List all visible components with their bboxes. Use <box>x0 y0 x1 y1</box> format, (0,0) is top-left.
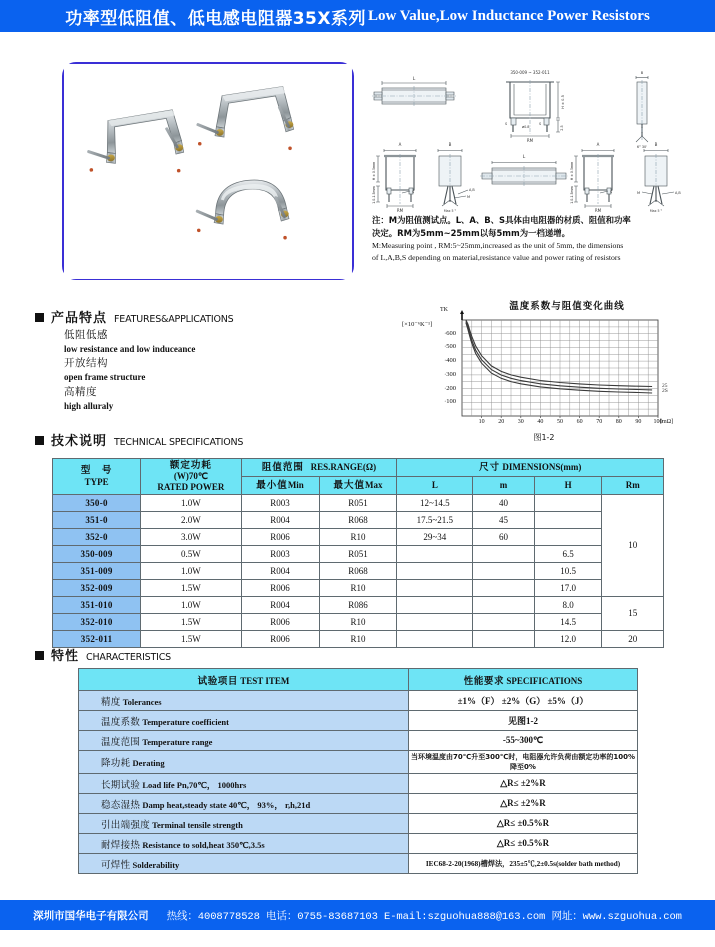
spec-col-type <box>53 459 141 495</box>
features-heading-cn: 产品特点 <box>51 311 108 326</box>
char-item-cn: 降功耗 <box>101 758 131 769</box>
spec-cell-H: 14.5 <box>534 613 602 630</box>
feature-en-0: low resistance and low induceance <box>64 344 196 355</box>
dim-M-label-2: M <box>637 191 641 195</box>
spec-cell-min: R003 <box>241 545 319 562</box>
spec-cell-L: 17.5~21.5 <box>397 511 473 528</box>
spec-cell-Rm: 20 <box>602 630 664 647</box>
spec-col-type-cn: 型 号 <box>80 465 113 477</box>
dim-B-label-2: B <box>654 142 658 147</box>
dim-lead-label-3: 1.0-1.5mm <box>570 186 574 204</box>
chart-ytick-200: ·200 <box>444 384 456 392</box>
char-table-body <box>79 691 638 874</box>
chart-xtick-20: 20 <box>498 419 505 425</box>
char-item-cn: 温度范围 <box>101 736 141 748</box>
spec-cell-type: 351-010 <box>53 596 141 613</box>
dim-lead-label: 2.5 <box>560 125 564 131</box>
spec-cell-L <box>397 630 473 647</box>
chart-xtick-50: 50 <box>557 419 563 425</box>
spec-cell-Rm: 15 <box>602 596 664 630</box>
spec-cell-min: R006 <box>241 579 319 596</box>
dim-B-label-0: B <box>640 71 644 75</box>
spec-cell-m <box>473 613 535 630</box>
table-row <box>79 834 638 854</box>
dim-B-label-1: B <box>448 142 452 147</box>
spec-cell-m: 60 <box>473 528 535 545</box>
char-item-en: Tolerances <box>120 696 162 707</box>
spec-cell-H <box>534 494 602 511</box>
spec-col-dims-cn: 尺寸 <box>479 461 501 473</box>
spec-cell-min: R004 <box>241 511 319 528</box>
table-row <box>79 854 638 874</box>
char-cell-item <box>79 834 409 854</box>
dim-L-label-2: L <box>522 155 526 160</box>
table-row <box>53 596 664 613</box>
dim-RM-label-3: RM <box>594 208 602 213</box>
footer-contact: 热线：4008778528 电话：0755-83687103 E-mail:szguohua888@163.com 网址：www.szguohua.com <box>166 910 682 923</box>
spec-cell-L: 12~14.5 <box>397 494 473 511</box>
char-col-item-cn: 试验项目 <box>197 675 239 687</box>
char-cell-spec: △R≤ ±2%R <box>409 774 638 794</box>
char-item-en: Load life Pn,70℃， 1000hrs <box>140 779 247 790</box>
spec-cell-max: R10 <box>319 613 397 630</box>
characteristics-table <box>78 668 638 874</box>
spec-col-range-en: RES.RANGE(Ω) <box>310 461 377 472</box>
chart-caption: 图1-2 <box>533 433 555 442</box>
features-heading-en: FEATURES&APPLICATIONS <box>114 314 234 325</box>
spec-col-dims-en: DIMENSIONS(mm) <box>502 461 582 472</box>
spec-heading-en: TECHNICAL SPECIFICATIONS <box>114 437 244 448</box>
char-item-en: Resistance to sold,heat 350℃,3.5s <box>140 839 265 850</box>
spec-col-power-en: RATED POWER <box>157 482 225 493</box>
spec-cell-max: R068 <box>319 562 397 579</box>
spec-cell-H <box>534 528 602 545</box>
chart-xtick-60: 60 <box>576 419 583 425</box>
char-item-cn: 精度 <box>101 696 121 708</box>
product-photo-frame <box>62 62 354 280</box>
spec-cell-power: 1.5W <box>141 630 241 647</box>
page-footer-bar <box>0 900 715 930</box>
spec-col-min-en: Min <box>287 479 304 490</box>
drawing-type-label: 350-009 ~ 352-011 <box>510 70 550 75</box>
char-cell-item <box>79 814 409 834</box>
table-row <box>79 691 638 711</box>
spec-cell-type: 352-010 <box>53 613 141 630</box>
spec-col-H: H <box>534 476 602 494</box>
feature-en-1: open frame structure <box>64 372 146 383</box>
feature-cn-0: 低阻低感 <box>64 329 108 341</box>
spec-col-power-cn: 额定功耗 <box>169 460 212 471</box>
char-cell-spec: ±1%（F） ±2%（G） ±5%（J） <box>409 691 638 711</box>
table-row <box>79 794 638 814</box>
chart-ytick-500: ·500 <box>444 343 456 351</box>
specifications-table <box>52 458 664 648</box>
note-cn-2: 决定。RM为5mm~25mm以每5mm为一档递增。 <box>372 228 570 239</box>
dim-H-label-2: H ± 0.5mm <box>372 161 376 181</box>
chart-xtick-30: 30 <box>517 419 524 425</box>
header-title-cn: 功率型低阻值、低电感电阻器35X系列 <box>65 8 366 29</box>
spec-cell-power: 3.0W <box>141 528 241 545</box>
spec-col-L: L <box>397 476 473 494</box>
dim-S-label-2: S <box>539 122 542 126</box>
spec-cell-max: R10 <box>319 630 397 647</box>
spec-cell-H: 12.0 <box>534 630 602 647</box>
char-cell-spec: -55~300℃ <box>409 731 638 751</box>
spec-cell-m <box>473 562 535 579</box>
spec-cell-H: 10.5 <box>534 562 602 579</box>
chart-xtick-90: 90 <box>635 419 642 425</box>
spec-cell-m <box>473 545 535 562</box>
spec-cell-m <box>473 596 535 613</box>
char-cell-spec: △R≤ ±2%R <box>409 794 638 814</box>
spec-cell-L <box>397 562 473 579</box>
spec-cell-L <box>397 613 473 630</box>
char-item-cn: 引出端强度 <box>101 819 151 831</box>
spec-table-head <box>53 459 664 495</box>
bullet-square-icon-2 <box>35 436 44 445</box>
table-row <box>53 494 664 511</box>
temperature-coefficient-chart <box>404 298 680 448</box>
dim-A-label-1: A <box>398 142 402 147</box>
dim-AB-label-1: A,B <box>469 188 475 192</box>
char-item-cn: 稳态湿热 <box>101 799 141 811</box>
spec-cell-max: R051 <box>319 494 397 511</box>
characteristics-heading <box>35 645 171 664</box>
angle-label: 6° 30' <box>636 145 648 149</box>
table-row <box>53 511 664 528</box>
char-heading-en: CHARACTERISTICS <box>86 652 171 663</box>
char-item-en: Terminal tensile strength <box>150 819 243 830</box>
spec-cell-type: 352-011 <box>53 630 141 647</box>
spec-col-m: m <box>473 476 535 494</box>
features-list <box>64 328 195 413</box>
spec-col-range <box>241 459 397 477</box>
spec-cell-min: R004 <box>241 562 319 579</box>
table-row <box>79 711 638 731</box>
spec-cell-Rm: 10 <box>602 494 664 596</box>
dim-L-label-1: L <box>412 77 416 82</box>
spec-col-max-en: Max <box>364 479 383 490</box>
spec-cell-power: 1.0W <box>141 494 241 511</box>
table-row <box>53 579 664 596</box>
spec-cell-type: 350-009 <box>53 545 141 562</box>
spec-cell-m: 40 <box>473 494 535 511</box>
spec-col-power <box>141 459 241 495</box>
chart-xtick-80: 80 <box>615 419 622 425</box>
dim-dia-label: ø0.8 <box>522 125 530 129</box>
chart-ytick-300: ·300 <box>444 370 456 378</box>
dim-S-label-1: S <box>505 122 508 126</box>
spec-col-min-cn: 最小值 <box>256 479 288 491</box>
char-cell-spec: △R≤ ±0.5%R <box>409 814 638 834</box>
table-row <box>53 562 664 579</box>
char-cell-item <box>79 751 409 774</box>
table-row <box>53 528 664 545</box>
char-table-head <box>79 669 638 691</box>
spec-cell-min: R006 <box>241 613 319 630</box>
char-header-row <box>79 669 638 691</box>
spec-cell-L <box>397 579 473 596</box>
spec-cell-m <box>473 630 535 647</box>
header-title-en: Low Value,Low Inductance Power Resistors <box>367 7 650 24</box>
dim-RM-label-2: RM <box>396 208 404 213</box>
spec-col-type-en: TYPE <box>84 476 109 487</box>
feature-en-2: high alluraly <box>64 400 114 411</box>
chart-xunit: [mΩ] <box>660 419 674 425</box>
spec-cell-max: R086 <box>319 596 397 613</box>
features-heading <box>35 307 234 326</box>
note-cn-1: 注：M为阻值测试点。L、A、B、S具体由电阻器的材质、阻值和功率 <box>372 215 631 225</box>
table-row <box>79 731 638 751</box>
dim-S-label-3: S <box>412 190 415 194</box>
spec-col-power-unit: (W)70℃ <box>173 471 208 482</box>
char-item-cn: 可焊性 <box>101 859 131 871</box>
specifications-heading <box>35 430 243 449</box>
spec-cell-m <box>473 579 535 596</box>
table-row <box>79 774 638 794</box>
char-cell-spec: 当环境温度由70℃升至300℃时，电阻器允许负荷由额定功率的100%降至0% <box>409 751 638 774</box>
chart-right-annotation-1: 2S <box>662 388 668 394</box>
char-cell-item <box>79 854 409 874</box>
spec-cell-max: R068 <box>319 511 397 528</box>
spec-header-row-1 <box>53 459 664 477</box>
spec-col-dims <box>397 459 664 477</box>
char-cell-item <box>79 691 409 711</box>
spec-col-max-cn: 最大值 <box>333 479 365 491</box>
char-cell-spec: IEC68-2-20(1968)槽焊法，235±5℃,2±0.5s(solder bath method) <box>409 854 638 874</box>
char-item-cn: 耐焊接热 <box>101 839 141 851</box>
dim-lead-label-2: 1.0-1.5mm <box>372 186 376 204</box>
chart-ylabel: TK <box>440 307 448 313</box>
chart-ytick-600: ·600 <box>444 329 456 337</box>
chart-xtick-70: 70 <box>596 419 603 425</box>
table-row <box>53 545 664 562</box>
chart-ytick-400: ·400 <box>444 357 456 365</box>
char-cell-item <box>79 711 409 731</box>
char-cell-item <box>79 774 409 794</box>
spec-cell-min: R003 <box>241 494 319 511</box>
spec-cell-L <box>397 545 473 562</box>
char-col-spec-en: SPECIFICATIONS <box>506 675 583 686</box>
spec-cell-H: 17.0 <box>534 579 602 596</box>
spec-cell-type: 352-009 <box>53 579 141 596</box>
char-col-item-en: TEST ITEM <box>240 675 290 686</box>
spec-cell-H <box>534 511 602 528</box>
chart-title: 温度系数与阻值变化曲线 <box>509 301 625 312</box>
bullet-square-icon <box>35 313 44 322</box>
chart-xtick-40: 40 <box>537 419 544 425</box>
spec-heading-cn: 技术说明 <box>51 434 108 449</box>
dim-H-label-3: H ± 0.5mm <box>570 161 574 181</box>
spec-col-range-cn: 阻值范围 <box>261 461 304 473</box>
page-header-bar <box>0 0 715 32</box>
spec-cell-power: 1.5W <box>141 579 241 596</box>
spec-cell-power: 0.5W <box>141 545 241 562</box>
drawing-notes <box>372 214 708 264</box>
spec-cell-max: R051 <box>319 545 397 562</box>
spec-cell-type: 351-009 <box>53 562 141 579</box>
angle-label-3: Max 5 ° <box>649 209 663 213</box>
dim-A-label-2: A <box>596 142 600 147</box>
feature-cn-2: 高精度 <box>64 385 97 398</box>
char-item-cn: 温度系数 <box>101 716 141 728</box>
spec-cell-m: 45 <box>473 511 535 528</box>
spec-cell-min: R006 <box>241 528 319 545</box>
spec-cell-L <box>397 596 473 613</box>
dim-H-label: H ± 0.5 <box>561 95 565 109</box>
note-en-1: M:Measuring point , RM:5~25mm,increased as the unit of 5mm, the dimensions <box>372 241 624 251</box>
spec-cell-H: 6.5 <box>534 545 602 562</box>
spec-cell-L: 29~34 <box>397 528 473 545</box>
char-item-en: Damp heat,steady state 40℃， 93%， r,h,21d <box>140 799 311 810</box>
chart-xtick-100: 100 <box>653 419 663 425</box>
spec-cell-min: R006 <box>241 630 319 647</box>
note-en-2: of L,A,B,S depending on material,resistance value and power rating of resistors <box>372 253 621 263</box>
spec-cell-type: 350-0 <box>53 494 141 511</box>
char-heading-cn: 特性 <box>51 649 80 664</box>
char-item-en: Temperature range <box>140 736 213 747</box>
dim-RM-label-1: RM <box>526 138 534 143</box>
chart-ytick-100: ·100 <box>444 398 456 406</box>
spec-cell-min: R004 <box>241 596 319 613</box>
spec-cell-power: 1.0W <box>141 562 241 579</box>
char-col-item <box>79 669 409 691</box>
footer-content <box>33 908 682 923</box>
char-cell-item <box>79 794 409 814</box>
spec-cell-max: R10 <box>319 579 397 596</box>
char-item-en: Solderability <box>130 859 180 870</box>
table-row <box>79 814 638 834</box>
spec-col-min <box>241 476 319 494</box>
angle-label-2: Max 5 ° <box>443 209 457 213</box>
char-cell-spec: △R≤ ±0.5%R <box>409 834 638 854</box>
spec-cell-H: 8.0 <box>534 596 602 613</box>
spec-cell-type: 351-0 <box>53 511 141 528</box>
dim-M-label-1: M <box>467 195 471 199</box>
spec-cell-power: 1.5W <box>141 613 241 630</box>
char-col-spec <box>409 669 638 691</box>
dim-S-label-4: S <box>610 190 613 194</box>
spec-col-Rm: Rm <box>602 476 664 494</box>
char-cell-spec: 见图1-2 <box>409 711 638 731</box>
dim-AB-label-2: A,B <box>675 191 681 195</box>
technical-drawings <box>370 58 710 213</box>
char-cell-item <box>79 731 409 751</box>
chart-yunit: [×10⁻⁶K⁻¹] <box>402 321 433 328</box>
table-row <box>53 613 664 630</box>
spec-table-body <box>53 494 664 647</box>
spec-col-max <box>319 476 397 494</box>
footer-company: 深圳市国华电子有限公司 <box>33 909 149 922</box>
product-photo <box>64 64 352 279</box>
spec-cell-type: 352-0 <box>53 528 141 545</box>
chart-xtick-10: 10 <box>478 419 485 425</box>
char-item-en: Temperature coefficient <box>140 716 229 727</box>
bullet-square-icon-3 <box>35 651 44 660</box>
table-row <box>79 751 638 774</box>
spec-cell-power: 2.0W <box>141 511 241 528</box>
char-col-spec-cn: 性能要求 <box>463 675 505 687</box>
feature-cn-1: 开放结构 <box>64 357 108 370</box>
chart-right-annotation-0: 25 <box>662 382 668 389</box>
char-item-en: Derating <box>130 758 165 768</box>
spec-cell-max: R10 <box>319 528 397 545</box>
spec-cell-power: 1.0W <box>141 596 241 613</box>
drawing-svg <box>370 58 710 213</box>
char-item-cn: 长期试验 <box>101 779 141 791</box>
